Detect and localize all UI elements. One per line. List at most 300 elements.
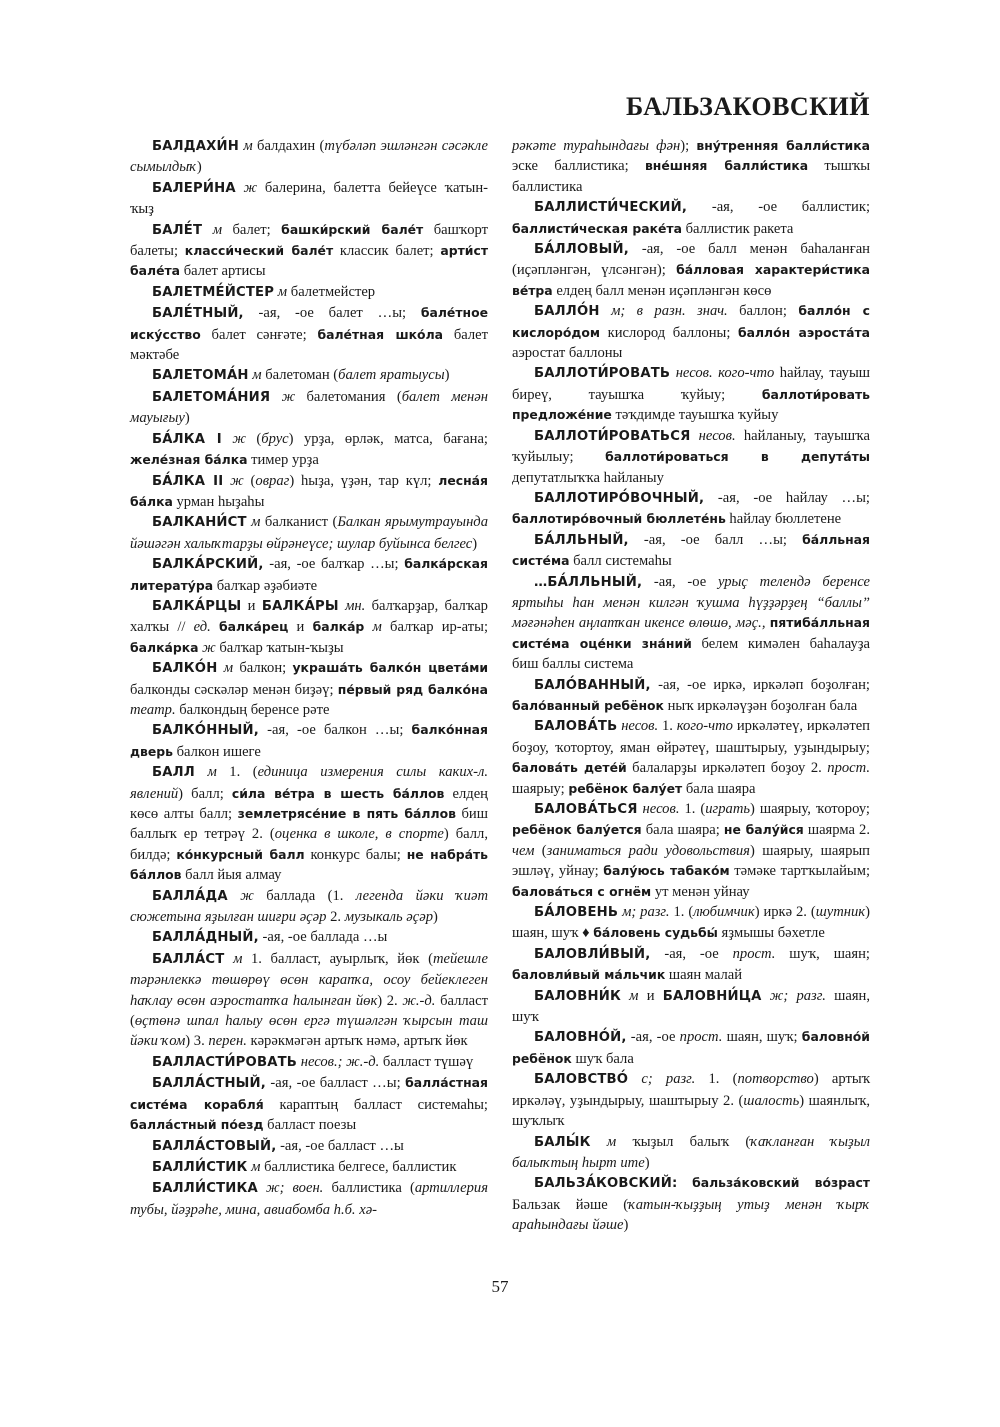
entry-text: баллон; [727,303,799,320]
phrase: башки́рский бале́т [281,221,424,237]
entry-text: һайлау бюллетене [725,511,842,528]
entry-text: балҡарҙар, балҡар халҡы // [130,597,488,636]
headword: БАЛЛИ́СТИКА [152,1181,258,1197]
dictionary-entry [512,986,870,1028]
dictionary-entry [512,716,870,799]
italic-label: ж [232,430,246,447]
headword: …БА́ЛЛЬНЫЙ, [534,574,643,590]
dictionary-entry [130,282,488,303]
italic-label: м [223,660,234,677]
headword: БАЛКА́РЦЫ [152,598,242,614]
entry-text: балконды сәскәләр менән биҙәү; [130,681,338,698]
phrase: балка́р [312,619,365,635]
dictionary-entry [130,596,488,658]
entry-text: ҡыҙыл балыҡ ( [616,1133,751,1150]
entry-text: балет артисы [180,263,266,280]
dictionary-entry [512,799,870,902]
italic-label: артиллерия тубы, йәҙрәһе, мина, авиабомба h.б. хә- [130,1180,488,1218]
phrase: баллоти́ровать предложе́ние [512,386,870,423]
dictionary-entry [512,1132,870,1174]
phrase: баловли́вый ма́льчик [512,967,666,983]
entry-text: -ая, -ое [626,1029,680,1046]
headword: БАЛЛ [152,765,195,781]
dictionary-entry [130,927,488,948]
italic-label: ж; воен. [266,1180,324,1197]
entry-text: шаян, шуҡ; [722,1029,802,1046]
headword: БАЛКА́РСКИЙ, [152,557,264,573]
entry-text [677,1175,692,1191]
running-head [130,92,870,128]
italic-label: ж [281,388,296,405]
italic-label: ҡатын-ҡыҙҙың утыҙ менән ҡырҡ араһындағы йәше [512,1196,870,1234]
dictionary-entry [130,220,488,282]
headword: БА́ЛЛОВЫЙ, [534,242,629,258]
entry-text: и [288,619,313,636]
dictionary-entry [130,1052,488,1073]
dictionary-entry [130,178,488,220]
phrase: ко́нкурсный балл [176,846,305,862]
italic-label: единица измерения силы каких-л. явлений [130,764,488,802]
dictionary-entry [130,365,488,386]
italic-label: прост. [732,945,776,962]
italic-label: кого-что [676,718,733,735]
entry-text: ) урҙа, өрләк, матса, бағана; [288,430,488,447]
entry-text: ) артыҡ иркәләү, уҙындырыу, шаштырыу 2. ( [512,1071,870,1109]
headword: БАЛОВНО́Й, [534,1030,627,1046]
entry-text: тәҡдимде тауышҡа ҡуйыу [611,407,779,424]
entry-text: шаян, шуҡ [512,987,870,1026]
entry-text: балкондың беренсе рәте [175,701,330,718]
entry-text: -ая, -ое балл менән баһаланған (иҫәпләнгән, үлсәнгән); [512,241,870,279]
phrase: не набра́ть ба́ллов [130,846,488,883]
dictionary-entry [130,136,488,178]
entry-text: ( [534,842,547,859]
running-head-title: БАЛЬЗАКОВСКИЙ [625,92,870,121]
entry-text: ) [472,535,478,552]
dictionary-entry [512,488,870,530]
page-number: 57 [491,1277,509,1296]
headword: БАЛЕРИ́НА [152,180,236,196]
entry-text: и [241,597,262,614]
entry-text: балаларҙы иркәләтеп боҙоу 2. [626,760,828,777]
entry-text [202,222,212,238]
entry-text: караптың балласт системаһы; [263,1096,488,1113]
headword: БАЛЛОТИ́РОВАТЬ [534,366,671,382]
entry-text: баллистика ( [323,1180,415,1197]
entry-text: шуҡ бала [571,1050,634,1067]
entry-text: 2. [326,909,345,926]
dictionary-entry [130,762,488,885]
phrase: ребёнок балу́ет [568,780,683,796]
entry-text: елдең көсө алты балл; [130,785,488,822]
italic-label: балет менән мауығыу [130,388,488,427]
dictionary-entry [130,471,488,513]
entry-text: кәрәкмәгән артыҡ нәмә, артыҡ йөк [246,1033,468,1050]
phrase: балова́ться с огнём [512,883,652,899]
entry-text: и [638,987,663,1004]
italic-label: мн. [345,597,366,614]
headword: БАЛЛОТИРО́ВОЧНЫЙ, [534,490,705,506]
entry-text: балетоман ( [261,367,339,384]
headword: БАЛЛИСТИ́ЧЕСКИЙ, [534,200,688,216]
italic-label: любимчик [693,904,755,921]
entry-text: -ая, -ое балласт …ы; [266,1075,406,1092]
phrase: пе́рвый ряд балко́на [337,681,488,697]
entry-text: тимер урҙа [247,452,319,469]
headword: БА́ЛКА I [152,431,222,447]
phrase: вну́тренняя балли́стика [696,138,870,153]
entry-text: иркәләтеү, иркәләтеп боҙоу, ҡотортоу, яман өйрәтеү, шаштырыу, уҙындырыу; [512,718,870,756]
entry-text [591,1134,607,1150]
phrase: пятиба́лльная систе́ма оце́нки зна́ний [512,615,870,651]
dictionary-entry [130,387,488,429]
dictionary-entry [512,572,870,675]
entry-text: балласт түшәү [379,1053,474,1070]
entry-text: ) иркә 2. ( [754,904,816,921]
entry-text: балласт ( [130,992,488,1030]
phrase: баллоти́роваться в депута́ты [605,449,870,465]
entry-text: бала шаяра [682,780,756,797]
italic-label: заниматься ради удовольствия [546,842,750,859]
phrase: балка́рская литерату́ра [130,556,488,593]
headword: БАЛЕ́ТНЫЙ, [152,306,244,322]
entry-text: шуҡ, шаян; [775,945,870,962]
dictionary-entry [512,1027,870,1069]
entry-text: балетомания ( [295,388,402,405]
headword: БАЛЕТОМА́НИЯ [152,389,271,405]
italic-label: ед. [193,619,211,636]
italic-label: урыҫ телендә беренсе яртыһы һан менән килгән ҡушма һүҙҙәрҙең “баллы” мәғәнәһен аңлатҡан икенсе өлөшө, мәҫ., [512,573,870,632]
entry-text: -ая, -ое [650,945,733,962]
dictionary-entry [512,197,870,239]
phrase: баловно́й ребёнок [512,1029,870,1066]
headword: БАЛЛА́СТОВЫЙ, [152,1138,277,1154]
headword: БА́ЛЛЬНЫЙ, [534,532,629,548]
headword: БА́ЛОВЕНЬ [534,905,619,921]
entry-text: -ая, -ое иркә, иркәләп боҙолған; [650,676,870,693]
phrase: балла́стная систе́ма корабля́ [130,1075,488,1112]
headword: БАЛОВНИ́К [534,988,621,1004]
headword: БАЛКАНИ́СТ [152,515,247,531]
headword: БАЛЕТМЕ́ЙСТЕР [152,284,275,300]
entry-text: ) шаянлыҡ, шуҡлыҡ [512,1092,870,1130]
headword: БАЛОВА́ТЬСЯ [534,802,638,817]
phrase: балко́нная дверь [130,722,488,759]
entry-text: Бальзак йәше ( [512,1196,629,1213]
phrase: баллисти́ческая раке́та [512,220,682,236]
italic-label: м [372,619,382,636]
phrase: балла́стный по́езд [130,1117,264,1133]
italic-label: ж [240,887,254,904]
entry-text: ) 3. [185,1033,209,1050]
italic-label: м [207,764,217,781]
entry-text: ( [243,472,256,489]
headword: БАЛЛА́ДНЫЙ, [152,930,259,946]
dictionary-entry [130,554,488,596]
entry-text: 1. балласт, ауырлыҡ, йөк ( [242,950,433,967]
headword: БАЛЛИ́СТИК [152,1159,248,1175]
phrase: балу́юсь табако́м [603,863,730,879]
italic-label: тейешле тәрәнлеккә төшөрөү өсөн карапҡа, осоу бейеклеген һаҡлау өсөн аэростатҡа һалынған йөк [130,950,488,1009]
entry-text [762,988,770,1004]
italic-label: оценка в школе, в спорте [274,826,444,843]
entry-text: -ая, -ое баллада …ы [258,929,388,946]
italic-label: несов. кого-что [675,365,775,382]
entry-text: аэростат баллоны [512,345,623,362]
dictionary-entry [512,902,870,944]
entry-text: балкон ишеге [172,743,261,760]
entry-text: ) [623,1217,629,1234]
entry-text: балет сәнғәте; [200,326,318,343]
entry-text: ) [444,367,450,384]
entry-text: белем кимәлен баһалауҙа биш баллы система [512,635,870,673]
phrase: ребёнок балу́ется [512,822,642,838]
entry-text: биш баллыҡ ер тетрәү 2. ( [130,806,488,843]
headword: БАЛЛАСТИ́РОВАТЬ [152,1054,298,1070]
right-column [512,136,870,1271]
italic-label: ж [243,179,258,196]
entry-text: елдең балл менән иҫәпләнгән көсө [552,282,772,299]
phrase: балова́ть дете́й [512,760,627,776]
entry-text [621,988,629,1004]
entry-text: ) шаярыу, шаярып эшләү, уйнау; [512,842,870,880]
dictionary-entry [130,720,488,762]
entry-text: ) [196,159,202,176]
entry-text: һайлау, тауыш биреү, тауышҡа ҡуйыу; [512,365,870,403]
entry-text: балет мәктәбе [130,326,488,364]
entry-text: балканист ( [260,514,338,531]
dictionary-entry [512,239,870,301]
entry-text: классик балет; [333,243,441,260]
entry-text: ) [184,410,190,427]
italic-label: шалость [743,1092,800,1109]
italic-label: несов. [642,801,680,817]
headword: БАЛКА́РЫ [261,598,339,614]
phrase: балло́н с кислоро́дом [512,303,870,340]
entry-text: ныҡ иркәләүҙән боҙолған бала [663,697,858,714]
entry-text [270,389,281,405]
left-column [130,136,488,1271]
entry-text: -ая, -ое балет …ы; [243,305,421,322]
entry-text: 1. ( [669,904,694,921]
entry-text: конкурс балы; [304,846,407,863]
headword: БАЛЫ́К [534,1134,591,1150]
phrase: ба́лльная систе́ма [512,531,870,569]
phrase: вне́шняя балли́стика [644,158,809,174]
italic-label: играть [705,801,750,817]
entry-text: баллада (1. [253,887,356,904]
headword: БА́ЛКА II [152,473,224,489]
headword: БАЛОВСТВО́ [534,1072,629,1088]
headword: БАЛОВА́ТЬ [534,719,618,735]
dictionary-entry [130,658,488,720]
phrase: балка́рец [219,619,289,635]
italic-label: м; разг. [622,904,670,921]
headword: БАЛКО́Н [152,661,218,677]
entry-text: -ая, -ое [642,573,718,590]
entry-text: тәмәке тартҡылайым; [729,863,871,880]
dictionary-entry [130,886,488,928]
italic-label: легенда йәки ҡиәт сюжетына яҙылған шиғри әҫәр [130,887,488,926]
entry-text [222,431,232,447]
entry-text: балл йыя алмау [181,867,282,884]
entry-text: -ая, -ое балл …ы; [628,531,803,548]
italic-label: м [212,221,223,238]
headword: БАЛОВНИ́ЦА [662,988,762,1004]
entry-text: ) 2. [377,992,403,1009]
entry-text: ) балл, билдә; [130,826,488,863]
phrase: не балу́йся [723,822,804,838]
italic-label: түбәләп эшләнгән сәсәкле сымылдыҡ [130,138,488,176]
dictionary-entry [130,1136,488,1157]
phrase: балло́н аэроста́та [737,324,870,340]
entry-text: баллистик ракета [681,220,794,237]
italic-label: ж.-д. [402,992,436,1009]
dictionary-entry [512,675,870,717]
entry-text: депутатлыҡҡа һайланыу [512,469,664,486]
italic-label: м [251,514,261,531]
italic-label: ж; разг. [769,987,826,1004]
phrase: ба́ловень судьбы́ [593,925,718,941]
italic-label: прост. [679,1029,723,1046]
italic-label: овраг [255,472,290,489]
italic-label: м [251,1158,261,1175]
italic-label: брус [261,430,289,447]
entry-text: -ая, -ое һайлау …ы; [704,489,870,506]
entry-text: кислород баллоны; [600,324,738,341]
headword: БАЛОВЛИ́ВЫЙ, [534,946,651,962]
entry-text [258,1180,266,1196]
entry-text [236,180,244,196]
entry-text: -ая, -ое баллистик; [687,199,870,216]
dictionary-entry [130,1157,488,1178]
headword: БАЛЛОТИ́РОВАТЬСЯ [534,428,691,444]
italic-label: несов. [698,427,736,444]
dictionary-entry [130,949,488,1052]
italic-label: ҡаҡланған ҡыҙыл балыҡтың һырт ите [512,1133,870,1171]
entry-text: шаян малай [665,967,743,984]
entry-text: -ая, -ое балласт …ы [276,1137,404,1154]
entry-text: ут менән уйнау [651,883,750,900]
entry-text: ) шаян, шуҡ ♦ [512,904,870,942]
entry-text: шаярма 2. [803,822,870,839]
italic-label: шутник [815,904,866,921]
dictionary-entry [130,303,488,365]
entry-text: урман һыҙаһы [172,493,265,510]
italic-label: м; в разн. знач. [611,303,728,320]
entry-text: балетмейстер [287,283,376,300]
phrase: ба́лловая характери́стика ве́тра [512,262,870,298]
dictionary-entry [130,1073,488,1135]
italic-label: прост. [827,760,871,777]
phrase: бальза́ковский во́зраст [692,1175,870,1191]
headword: БАЛО́ВАННЫЙ, [534,677,651,693]
entry-text: шаярыу; [512,780,569,797]
italic-label: несов.; ж.-д. [300,1053,380,1070]
headword: БАЛЕТОМА́Н [152,368,249,384]
dictionary-entry [512,944,870,986]
italic-label: балет яратыусы [338,367,445,384]
entry-text: эске баллистика; [512,158,645,175]
entry-text: балл системаһы [569,553,672,570]
headword: БАЛЛА́ДА [152,888,228,904]
entry-text: балҡар әҙәбиәте [213,577,318,594]
italic-label: м [233,950,243,967]
headword: БАЛДАХИ́Н [152,139,240,154]
entry-text: ) [433,909,438,926]
dictionary-entry [512,301,870,363]
entry-text: баллистика белгесе, баллистик [260,1158,457,1175]
phrase: лесна́я ба́лка [130,472,488,509]
dictionary-entry [512,136,870,197]
entry-text: ( [245,430,262,447]
italic-label: чем [512,842,535,859]
italic-label: несов. [621,718,659,735]
phrase: землетрясе́ние в пять ба́ллов [237,806,456,821]
headword: БАЛКО́ННЫЙ, [152,723,259,739]
entry-text: -ая, -ое балкон …ы; [259,722,412,739]
dictionary-entry [512,530,870,572]
dictionary-entry [512,426,870,488]
phrase: си́ла ве́тра в шесть ба́ллов [231,785,445,801]
entry-text: 1. ( [679,801,706,817]
entry-text: тышҡы баллистика [512,158,871,195]
italic-label: м [606,1133,617,1150]
italic-label: перен. [208,1033,247,1050]
italic-label: м [277,283,288,300]
phrase: баллотиро́вочный бюллете́нь [512,511,726,527]
entry-text: башҡорт балеты; [130,221,488,260]
phrase: желе́зная ба́лка [130,452,248,468]
entry-text: балет; [222,221,282,238]
italic-label: м [252,367,262,384]
entry-text: 1. [658,718,677,735]
italic-label: потворство [737,1071,814,1088]
entry-text: яҙмышы бәхетле [717,925,825,942]
headword: БАЛЛО́Н [534,304,600,320]
phrase: бале́тное иску́сство [130,305,488,342]
entry-text: ) шаярыу, ҡотороу; [750,801,870,817]
dictionary-entry [130,512,488,554]
italic-label: с; разг. [641,1071,696,1088]
entry-text: балкон; [233,660,293,677]
phrase: украша́ть балко́н цвета́ми [292,660,488,676]
entry-text: ) һыҙа, үҙән, тар күл; [289,472,439,489]
dictionary-entry [130,429,488,471]
entry-text: 1. ( [695,1071,738,1088]
entry-text: балерина, балетта бейеүсе ҡатын-ҡыҙ [130,179,488,218]
italic-label: Балкан ярымутрауында йәшәгән халыҡтарҙы өйрәнеүсе; шулар буйынса белгес [130,514,488,552]
phrase: бале́тная шко́ла [317,326,444,342]
entry-text [364,619,372,635]
entry-text: балдахин ( [252,138,325,154]
headword: БАЛЬЗА́КОВСКИЙ: [534,1176,678,1192]
entry-text: балҡар ир-аты; [381,619,488,636]
phrase: бало́ванный ребёнок [512,697,664,713]
phrase: класси́ческий бале́т [184,243,334,259]
entry-text: балласт поезы [263,1117,357,1134]
phrase: балка́рка [130,639,199,655]
entry-text [600,303,611,319]
entry-text [690,428,698,444]
dictionary-entry [130,1178,488,1220]
entry-text: балҡар ҡатын-ҡыҙы [215,639,344,656]
headword: БАЛЕ́Т [152,222,203,238]
dictionary-entry [512,1173,870,1235]
entry-text: бала шаяра; [641,822,724,839]
italic-label: ж [230,472,244,489]
dictionary-entry [512,1069,870,1131]
